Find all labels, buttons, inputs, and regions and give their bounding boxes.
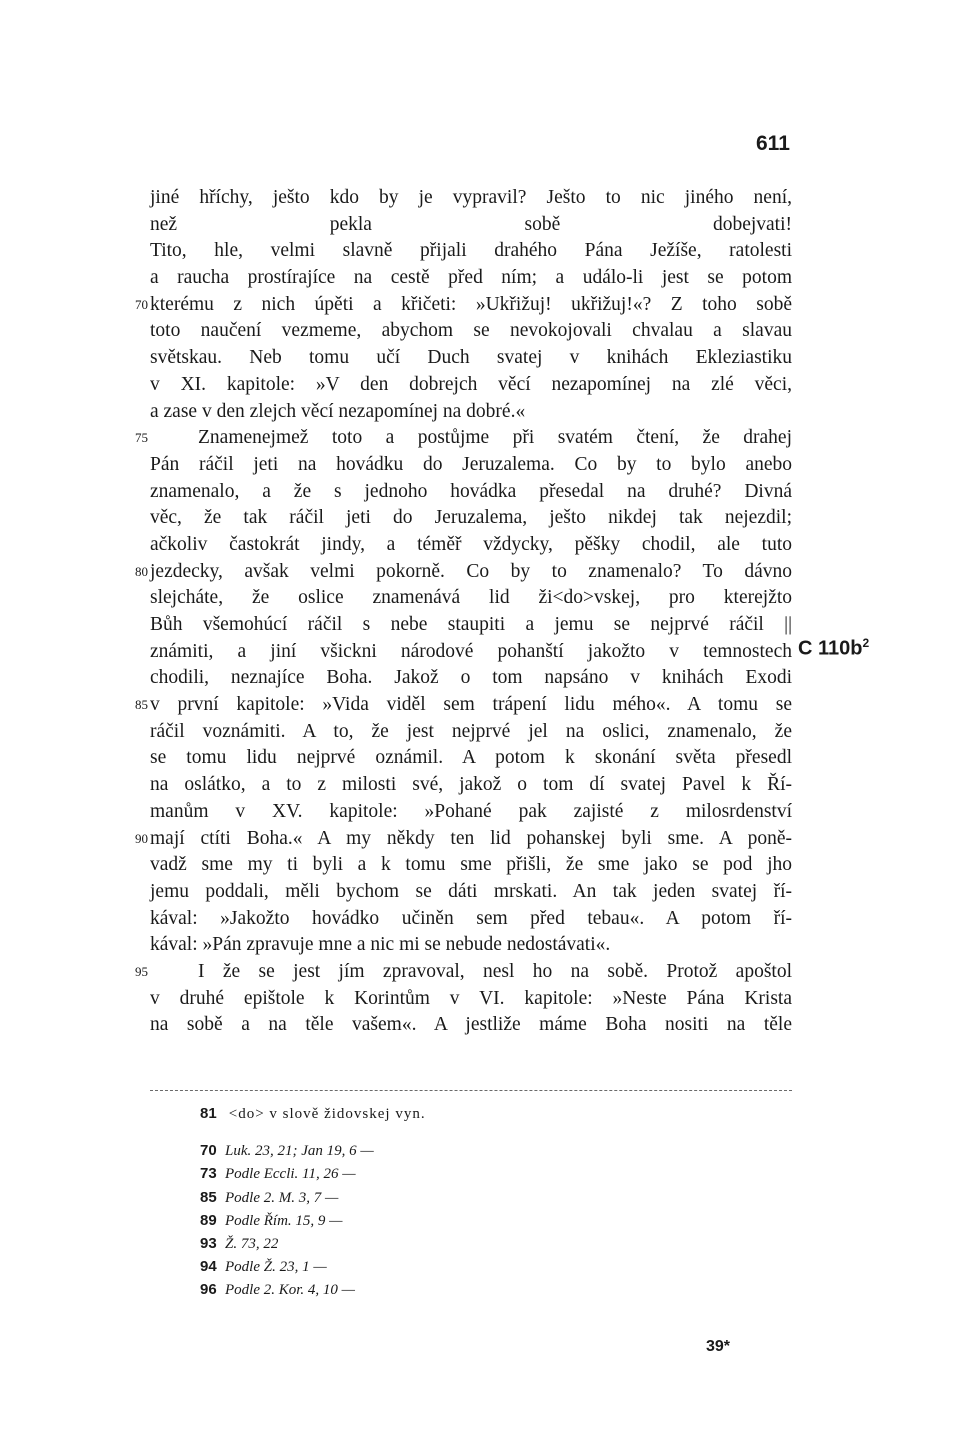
text-line <box>150 212 792 239</box>
text-line <box>150 452 792 479</box>
footnote-number: 70 <box>200 1142 217 1160</box>
footnote-number: 89 <box>200 1211 217 1229</box>
text-line <box>150 238 792 265</box>
text-line <box>150 879 792 906</box>
line-text: manům v XV. kapitole: »Pohané pak zajisté z milosrdenství <box>150 800 792 822</box>
footnote-text: <do> v slově židovskej vyn. <box>228 1106 426 1122</box>
footnote <box>200 1139 760 1162</box>
line-text: ráčil voznámiti. A to, že jest nejprvé jel na oslici, znamenalo, že <box>150 720 792 742</box>
line-text: se tomu lidu nejprvé oznámil. A potom k skonání světa přesedl <box>150 747 792 769</box>
line-text: ačkoliv častokrát jindy, a téměř vždycky, pěšky chodil, ale tuto <box>150 533 792 555</box>
line-text: na oslátko, a to z milosti své, jakož o tom dí svatej Pavel k Ří- <box>150 774 792 796</box>
margin-note <box>798 636 869 661</box>
margin-note-text: C 110b <box>798 637 863 660</box>
line-text: Znamenejmež toto a postůjme při svatém čtení, že drahej <box>198 427 792 449</box>
text-line <box>150 505 792 532</box>
text-line <box>150 639 792 666</box>
line-text: kterému z nich úpěti a křičeti: »Ukřižuj! ukřižuj!«? Z toho sobě <box>150 293 792 315</box>
footnote-text: Luk. 23, 21; Jan 19, 6 — <box>225 1143 374 1160</box>
page-number: 611 <box>756 132 790 155</box>
text-line <box>150 852 792 879</box>
text-line <box>150 986 792 1013</box>
text-line <box>150 906 792 933</box>
text-line <box>150 585 792 612</box>
footnote-variant <box>200 1102 760 1125</box>
text-line: 85 v první kapitole: »Vida viděl sem trápení lidu mého«. A tomu se <box>135 694 792 716</box>
footnote-rule <box>150 1090 792 1091</box>
line-text: I že se jest jím zpravoval, nesl ho na sobě. Protož apoštol <box>198 960 792 982</box>
text-line <box>150 1012 792 1039</box>
line-text: v první kapitole: »Vida viděl sem trápení lidu mého«. A tomu se <box>150 694 792 716</box>
line-text: věc, že tak ráčil jeti do Jeruzalema, ješto nikdej tak nejezdil; <box>150 507 792 529</box>
line-text: chodili, neznajíce Boha. Jakož o tom napsáno v knihách Exodi <box>150 667 792 689</box>
text-line <box>150 265 792 292</box>
footnote-number: 81 <box>200 1105 217 1122</box>
line-text: v XI. kapitole: »V den dobrejch věcí nezapomínej na zlé věci, <box>150 373 792 395</box>
footnote-text: Podle 2. Kor. 4, 10 — <box>225 1282 356 1299</box>
body-text <box>135 185 792 1039</box>
footnote-number: 96 <box>200 1281 217 1299</box>
text-line <box>150 185 792 212</box>
text-line: 80 jezdecky, avšak velmi pokorně. Co by to znamenalo? To dávno <box>135 560 792 582</box>
line-text: než pekla sobě dobejvati! <box>150 213 792 235</box>
footnote-text: Podle Ž. 23, 1 — <box>225 1259 327 1276</box>
text-line <box>150 772 792 799</box>
text-line <box>150 799 792 826</box>
footnote <box>200 1186 760 1209</box>
line-text: mají ctíti Boha.« A my někdy ten lid pohanskej byli sme. A poně- <box>150 827 792 849</box>
text-line <box>150 932 792 959</box>
footnote <box>200 1232 760 1255</box>
footnotes <box>200 1102 760 1302</box>
footnote <box>200 1162 760 1185</box>
line-text: známiti, a jiní všickni národové pohanští jakožto v temnostech <box>150 640 792 662</box>
footnote-text: Ž. 73, 22 <box>225 1235 279 1252</box>
line-text: slejcháte, že oslice znamenává lid ži<do>vskej, pro kterejžto <box>150 587 792 609</box>
line-text: v druhé epištole k Korintům v VI. kapitole: »Neste Pána Krista <box>150 987 792 1009</box>
text-line <box>150 372 792 399</box>
footnote-text: Podle Eccli. 11, 26 — <box>225 1166 356 1183</box>
footnote-number: 94 <box>200 1258 217 1276</box>
footnote-text: Podle Řím. 15, 9 — <box>225 1212 343 1229</box>
line-text: Pán ráčil jeti na hovádku do Jeruzalema. Co by to bylo anebo <box>150 453 792 475</box>
text-line: 75 Znamenejmež toto a postůjme při svatém čtení, že drahej <box>135 427 792 449</box>
text-line <box>150 479 792 506</box>
footnote <box>200 1255 760 1278</box>
line-text: a raucha prostírajíce na cestě před ním; a událo-li jest se potom <box>150 267 792 289</box>
text-line <box>150 318 792 345</box>
footnote-list <box>200 1139 760 1301</box>
line-text: Bůh všemohúcí ráčil s nebe staupiti a jemu se nejprvé ráčil || <box>150 614 792 635</box>
text-line <box>150 665 792 692</box>
line-text: kával: »Jakožto hovádko učiněn sem před tebau«. A potom ří- <box>150 907 792 929</box>
line-text: jiné hříchy, ješto kdo by je vypravil? Ješto to nic jiného není, <box>150 187 792 208</box>
line-text: Tito, hle, velmi slavně přijali drahého Pána Ježíše, ratolesti <box>150 240 792 262</box>
text-line <box>150 745 792 772</box>
text-line <box>150 345 792 372</box>
line-text: znamenalo, a že s jednoho hovádka přesedal na druhé? Divná <box>150 480 792 502</box>
footnote <box>200 1278 760 1301</box>
text-line: 70 kterému z nich úpěti a křičeti: »Ukřižuj! ukřižuj!«? Z toho sobě <box>135 293 792 315</box>
line-text: vadž sme my ti byli a k tomu sme přišli, že sme jako se pod jho <box>150 854 792 876</box>
footnote-number: 73 <box>200 1165 217 1183</box>
line-text: jezdecky, avšak velmi pokorně. Co by to znamenalo? To dávno <box>150 560 792 582</box>
line-text: a zase v den zlejch věcí nezapomínej na dobré.« <box>150 400 526 422</box>
text-line <box>150 532 792 559</box>
footnote-number: 85 <box>200 1188 217 1206</box>
text-line: 90 mají ctíti Boha.« A my někdy ten lid pohanskej byli sme. A poně- <box>135 827 792 849</box>
line-text: kával: »Pán zpravuje mne a nic mi se nebude nedostávati«. <box>150 934 611 956</box>
text-line <box>150 399 792 426</box>
margin-note-sup: 2 <box>862 636 870 650</box>
text-line: 95 I že se jest jím zpravoval, nesl ho na sobě. Protož apoštol <box>135 960 792 982</box>
footnote-number: 93 <box>200 1234 217 1252</box>
line-text: na sobě a na těle vašem«. A jestliže máme Boha nositi na těle <box>150 1014 792 1036</box>
signature-mark: 39* <box>706 1338 731 1355</box>
text-line <box>150 612 792 639</box>
footnote <box>200 1209 760 1232</box>
footnote-text: Podle 2. M. 3, 7 — <box>225 1189 339 1206</box>
text-line <box>150 719 792 746</box>
line-text: toto naučení vezmeme, abychom se nevokojovali chvalau a slavau <box>150 320 792 342</box>
line-text: světskau. Neb tomu učí Duch svatej v knihách Ekleziastiku <box>150 347 792 369</box>
line-text: jemu poddali, měli bychom se dáti mrskati. An tak jeden svatej ří- <box>150 880 792 902</box>
